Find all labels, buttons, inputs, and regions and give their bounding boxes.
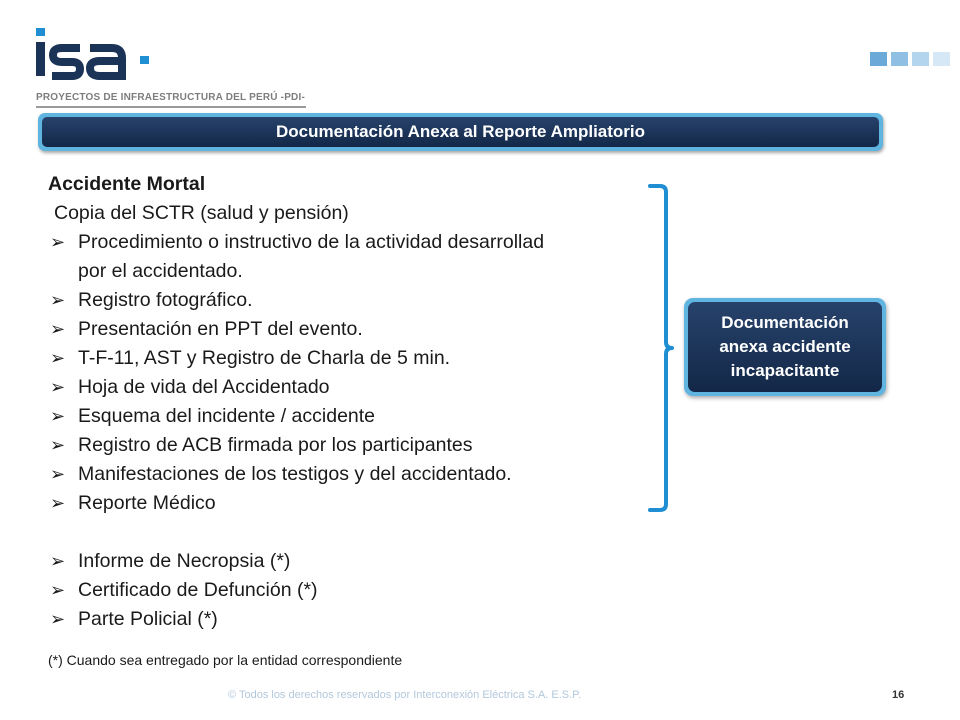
list-item-text: Reporte Médico xyxy=(78,492,216,514)
arrow-bullet-icon: ➢ xyxy=(50,435,66,455)
list-item-text: Manifestaciones de los testigos y del accidentado. xyxy=(78,463,512,485)
arrow-bullet-icon: ➢ xyxy=(50,580,66,600)
list-item xyxy=(48,431,544,460)
list-item-text: T-F-11, AST y Registro de Charla de 5 min. xyxy=(78,347,451,369)
list-item xyxy=(48,489,544,518)
title-banner xyxy=(38,113,883,151)
section-heading: Accidente Mortal xyxy=(48,173,206,195)
arrow-bullet-icon: ➢ xyxy=(50,319,66,339)
main-content xyxy=(48,170,544,634)
list-item-text: Esquema del incidente / accidente xyxy=(78,405,376,427)
conditional-document-list xyxy=(48,547,544,634)
callout-line: incapacitante xyxy=(730,361,840,380)
list-item-text: Hoja de vida del Accidentado xyxy=(78,376,330,398)
callout-text xyxy=(688,302,882,392)
list-item xyxy=(48,373,544,402)
company-subtitle: PROYECTOS DE INFRAESTRUCTURA DEL PERÚ -PDI- xyxy=(36,92,305,103)
list-item xyxy=(48,460,544,489)
intro-line: Copia del SCTR (salud y pensión) xyxy=(54,202,349,224)
copyright-notice: © Todos los derechos reservados por Interconexión Eléctrica S.A. E.S.P. xyxy=(228,689,582,701)
banner-title: Documentación Anexa al Reporte Ampliatorio xyxy=(42,117,879,147)
arrow-bullet-icon: ➢ xyxy=(50,232,66,252)
grouping-brace xyxy=(646,182,676,514)
arrow-bullet-icon: ➢ xyxy=(50,406,66,426)
arrow-bullet-icon: ➢ xyxy=(50,551,66,571)
list-item-text: Procedimiento o instructivo de la actividad desarrollad xyxy=(78,231,545,253)
list-item xyxy=(48,605,544,634)
document-list xyxy=(48,228,544,518)
arrow-bullet-icon: ➢ xyxy=(50,290,66,310)
list-item xyxy=(48,228,544,286)
list-item xyxy=(48,547,544,576)
decorative-squares xyxy=(870,52,950,66)
arrow-bullet-icon: ➢ xyxy=(50,348,66,368)
list-item-text: Registro fotográfico. xyxy=(78,289,253,311)
subtitle-divider xyxy=(36,106,306,108)
callout-line: Documentación xyxy=(721,313,849,332)
list-item xyxy=(48,286,544,315)
callout-box xyxy=(684,298,886,396)
arrow-bullet-icon: ➢ xyxy=(50,493,66,513)
arrow-bullet-icon: ➢ xyxy=(50,464,66,484)
list-item-text: Certificado de Defunción (*) xyxy=(78,579,318,601)
arrow-bullet-icon: ➢ xyxy=(50,609,66,629)
page-number: 16 xyxy=(892,689,905,701)
list-item xyxy=(48,315,544,344)
callout-line: anexa accidente xyxy=(719,337,851,356)
list-item-continuation: por el accidentado. xyxy=(78,260,243,282)
footnote: (*) Cuando sea entregado por la entidad correspondiente xyxy=(48,652,403,668)
list-spacer xyxy=(48,518,544,547)
list-item xyxy=(48,576,544,605)
list-item xyxy=(48,402,544,431)
arrow-bullet-icon: ➢ xyxy=(50,377,66,397)
isa-logo xyxy=(34,26,164,86)
list-item-text: Registro de ACB firmada por los participantes xyxy=(78,434,473,456)
list-item-text: Presentación en PPT del evento. xyxy=(78,318,363,340)
list-item-text: Informe de Necropsia (*) xyxy=(78,550,291,572)
list-item xyxy=(48,344,544,373)
list-item-text: Parte Policial (*) xyxy=(78,608,218,630)
